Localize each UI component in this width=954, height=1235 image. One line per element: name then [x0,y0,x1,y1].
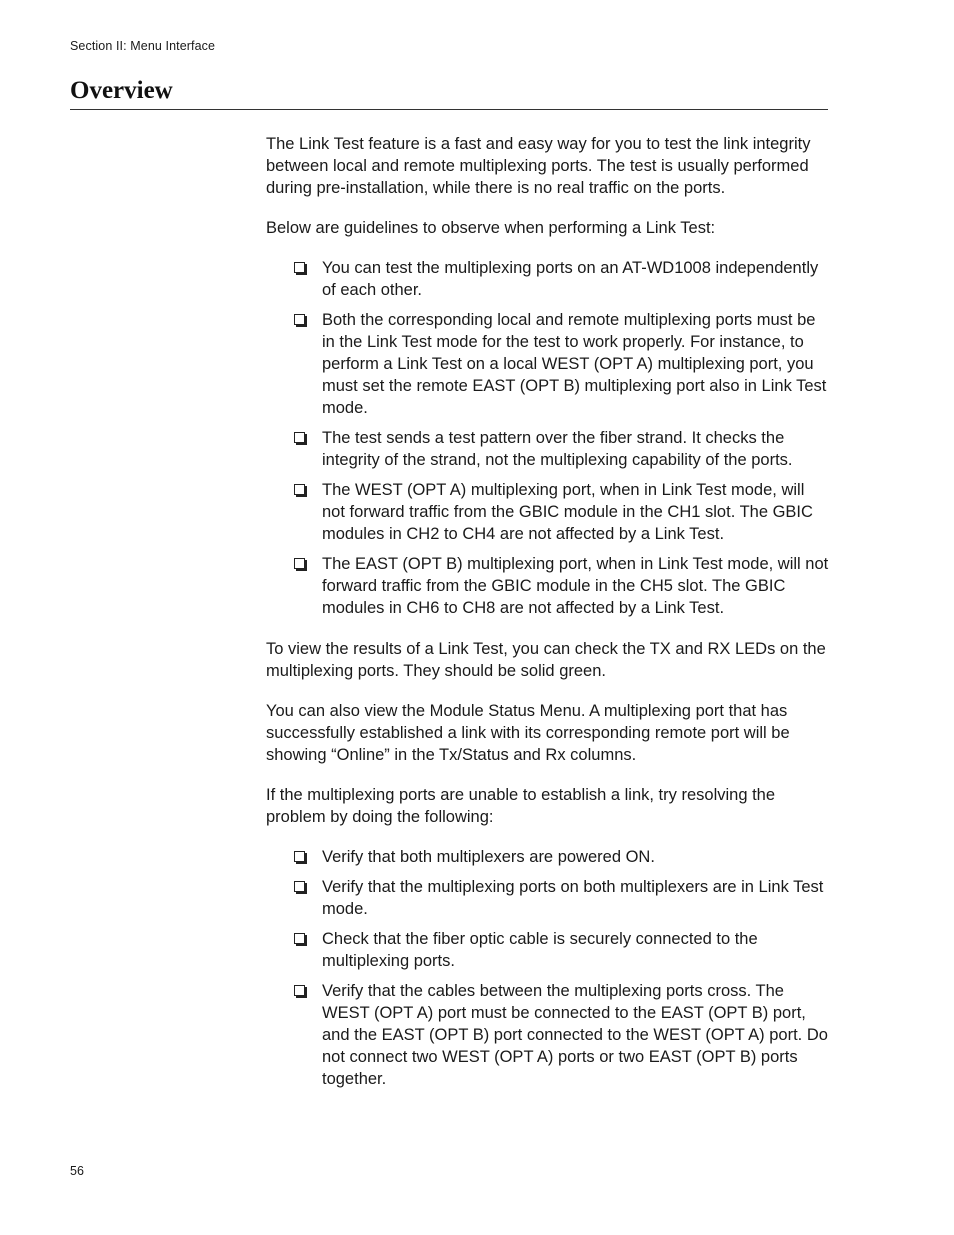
list-item [294,846,829,868]
list-item-text: Check that the fiber optic cable is securely connected to the multiplexing ports. [322,930,758,970]
list-item-text: The WEST (OPT A) multiplexing port, when in Link Test mode, will not forward traffic from the GBIC module in the CH1 slot. The GBIC modules in CH2 to CH4 are not affected by a Link Test. [322,481,813,543]
list-item [294,427,829,471]
checkbox-bullet-icon [294,851,305,862]
title-divider [70,109,828,110]
body-content [266,133,829,1109]
results-paragraph: To view the results of a Link Test, you can check the TX and RX LEDs on the multiplexing ports. They should be solid green. [266,640,826,680]
list-item-text: Verify that the multiplexing ports on both multiplexers are in Link Test mode. [322,878,824,918]
list-item [294,479,829,545]
list-item-text: The test sends a test pattern over the fiber strand. It checks the integrity of the strand, not the multiplexing capability of the ports. [322,429,793,469]
troubleshooting-list [266,846,829,1090]
list-item [294,553,829,619]
guidelines-lead-paragraph: Below are guidelines to observe when performing a Link Test: [266,219,716,237]
module-status-paragraph: You can also view the Module Status Menu. A multiplexing port that has successfully established a link with its corresponding remote port will be showing “Online” in the Tx/Status and Rx columns. [266,702,790,764]
checkbox-bullet-icon [294,484,305,495]
list-item [294,980,829,1090]
list-item-text: You can test the multiplexing ports on an AT-WD1008 independently of each other. [322,259,819,299]
list-item-text: Verify that both multiplexers are powered ON. [322,848,655,866]
checkbox-bullet-icon [294,432,305,443]
list-item [294,309,829,419]
checkbox-bullet-icon [294,881,305,892]
list-item-text: Verify that the cables between the multiplexing ports cross. The WEST (OPT A) port must be connected to the EAST (OPT B) port, and the EAST (OPT B) port connected to the WEST (OPT A) port. Do not connect two WEST (OPT A) ports or two EAST (OPT B) ports together. [322,982,828,1088]
checkbox-bullet-icon [294,314,305,325]
guidelines-list [266,257,829,619]
troubleshoot-lead-paragraph: If the multiplexing ports are unable to establish a link, try resolving the problem by doing the following: [266,786,776,826]
checkbox-bullet-icon [294,262,305,273]
checkbox-bullet-icon [294,933,305,944]
page-number: 56 [70,1164,84,1178]
list-item-text: The EAST (OPT B) multiplexing port, when in Link Test mode, will not forward traffic from the GBIC module in the CH5 slot. The GBIC modules in CH6 to CH8 are not affected by a Link Test. [322,555,829,617]
running-header: Section II: Menu Interface [70,39,216,53]
list-item-text: Both the corresponding local and remote multiplexing ports must be in the Link Test mode for the test to work properly. For instance, to perform a Link Test on a local WEST (OPT A) multiplexing port, you must set the remote EAST (OPT B) multiplexing port also in Link Test mode. [322,311,827,417]
intro-paragraph: The Link Test feature is a fast and easy way for you to test the link integrity between local and remote multiplexing ports. The test is usually performed during pre-installation, while there is no real traffic on the ports. [266,135,811,197]
list-item [294,257,829,301]
list-item [294,876,829,920]
page-title: Overview [70,77,173,104]
checkbox-bullet-icon [294,558,305,569]
checkbox-bullet-icon [294,985,305,996]
list-item [294,928,829,972]
